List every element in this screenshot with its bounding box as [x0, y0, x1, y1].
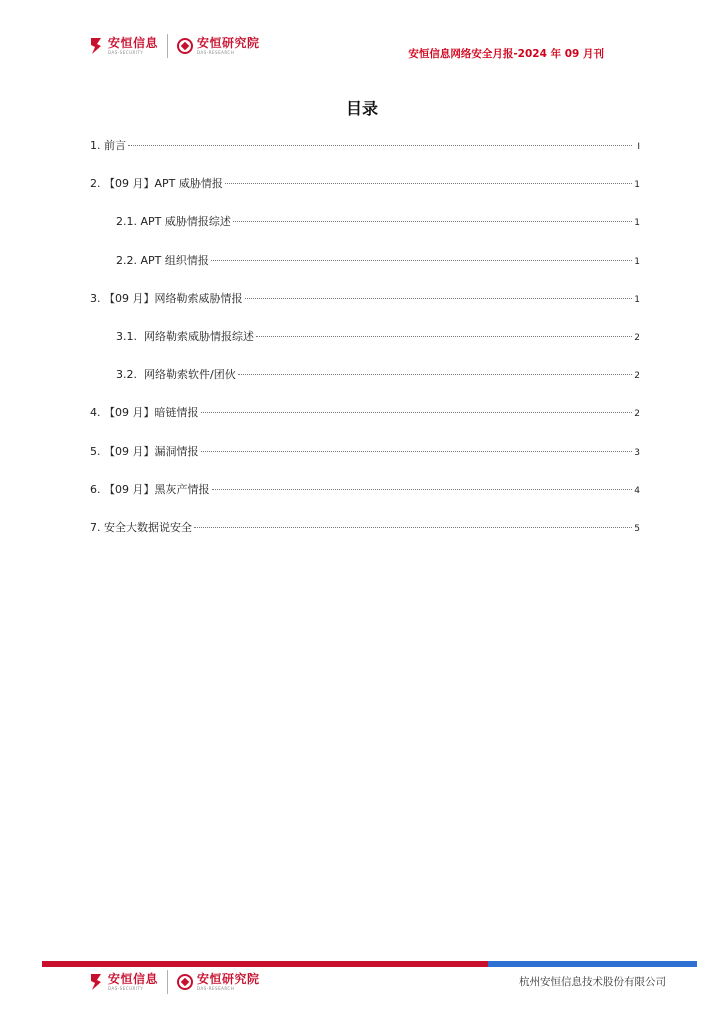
toc-dot-leader [238, 374, 632, 375]
dbappsecurity-logo [88, 36, 158, 56]
toc-dot-leader [225, 183, 632, 184]
toc-entry-title: 【09 月】暗链情报 [104, 406, 199, 420]
logo-left-sub: DAS-SECURITY [108, 50, 144, 55]
toc-entry-page-number: 1 [634, 218, 640, 229]
toc-dot-leader [233, 221, 632, 222]
toc-entry[interactable] [90, 442, 640, 480]
toc-dot-leader [211, 260, 632, 261]
toc-entry-page-number: 4 [634, 485, 640, 496]
dbappsecurity-logo-icon [88, 36, 104, 56]
toc-entry-number: 1. [90, 139, 104, 152]
toc-entry[interactable] [90, 136, 640, 174]
footer-research-emblem-icon [177, 974, 193, 990]
toc-entry-title: 网络勒索软件/团伙 [143, 368, 236, 382]
toc-entry-page-number: 3 [634, 447, 640, 458]
toc-entry-number: 7. [90, 520, 104, 534]
footer-dbappsecurity-logo [88, 972, 158, 992]
toc-dot-leader [245, 298, 633, 299]
toc-entry[interactable] [90, 289, 640, 327]
toc-entry-number: 2.2. [116, 253, 141, 267]
toc-entry[interactable] [90, 480, 640, 518]
toc-entry-title: 安全大数据说安全 [104, 520, 192, 534]
footer-bar-red [42, 961, 488, 967]
research-institute-logo [177, 37, 260, 55]
footer-logo-left-sub: DAS-SECURITY [108, 986, 144, 991]
report-header-title: 安恒信息网络安全月报-2024 年 09 月刊 [408, 48, 604, 60]
toc-entry-title: 网络勒索威胁情报综述 [143, 329, 254, 343]
toc-title: 目录 [345, 99, 378, 118]
toc-entry-title: 【09 月】黑灰产情报 [104, 482, 210, 496]
toc-dot-leader [201, 451, 633, 452]
toc-entry-number: 5. [90, 444, 104, 458]
toc-dot-leader [201, 412, 633, 413]
toc-entry[interactable] [90, 251, 640, 289]
footer-logo-right-sub: DAS-RESEARCH [197, 986, 235, 991]
header-logos [88, 34, 260, 58]
logo-divider [167, 34, 168, 58]
toc-entry-title: 【09 月】漏洞情报 [104, 444, 199, 458]
toc-dot-leader [212, 489, 633, 490]
toc-entry[interactable] [90, 174, 640, 212]
toc-entry[interactable] [90, 327, 640, 365]
toc-entry-title: 【09 月】网络勒索威胁情报 [104, 291, 243, 305]
toc-entry-page-number: 5 [634, 523, 640, 534]
toc-entry-number: 2. [90, 177, 104, 191]
logo-right-sub: DAS-RESEARCH [197, 50, 235, 55]
toc-entry-number: 4. [90, 406, 104, 420]
toc-entry-number: 3.1. [116, 329, 144, 343]
toc-entry-number: 3. [90, 291, 104, 305]
logo-right-name: 安恒研究院 [197, 36, 260, 50]
toc-dot-leader [128, 145, 632, 146]
toc-entry-number: 3.2. [116, 368, 144, 382]
toc-entry-title: 前言 [104, 139, 126, 152]
toc-entry-page-number: 2 [634, 371, 640, 382]
toc-entry-title: APT 威胁情报综述 [140, 215, 231, 229]
toc-entry-number: 6. [90, 482, 104, 496]
toc-dot-leader [256, 336, 632, 337]
footer-bar [42, 961, 697, 967]
toc-entry-page-number: 2 [634, 409, 640, 420]
research-emblem-icon [177, 38, 193, 54]
footer-logo-right-name: 安恒研究院 [197, 972, 260, 986]
toc-dot-leader [194, 527, 632, 528]
toc-entry[interactable] [90, 403, 640, 441]
footer-logos [88, 970, 260, 994]
table-of-contents [90, 136, 640, 556]
footer-company-name: 杭州安恒信息技术股份有限公司 [519, 976, 666, 988]
toc-entry-page-number: 2 [634, 332, 640, 343]
logo-left-name: 安恒信息 [108, 36, 159, 50]
footer-research-institute-logo [177, 973, 260, 991]
toc-entry-page-number: 1 [634, 294, 640, 305]
footer-dbappsecurity-logo-icon [88, 972, 104, 992]
toc-entry-title: 【09 月】APT 威胁情报 [104, 177, 223, 191]
toc-entry-title: APT 组织情报 [140, 253, 209, 267]
toc-entry-number: 2.1. [116, 215, 141, 229]
page-header [0, 0, 724, 70]
toc-entry-page-number: 1 [634, 256, 640, 267]
toc-entry[interactable] [90, 518, 640, 556]
toc-entry[interactable] [90, 212, 640, 250]
footer-logo-left-name: 安恒信息 [108, 972, 159, 986]
toc-entry[interactable] [90, 365, 640, 403]
footer-logo-divider [167, 970, 168, 994]
footer-bar-blue [488, 961, 697, 967]
toc-entry-page-number: I [637, 142, 640, 152]
toc-entry-page-number: 1 [634, 180, 640, 191]
